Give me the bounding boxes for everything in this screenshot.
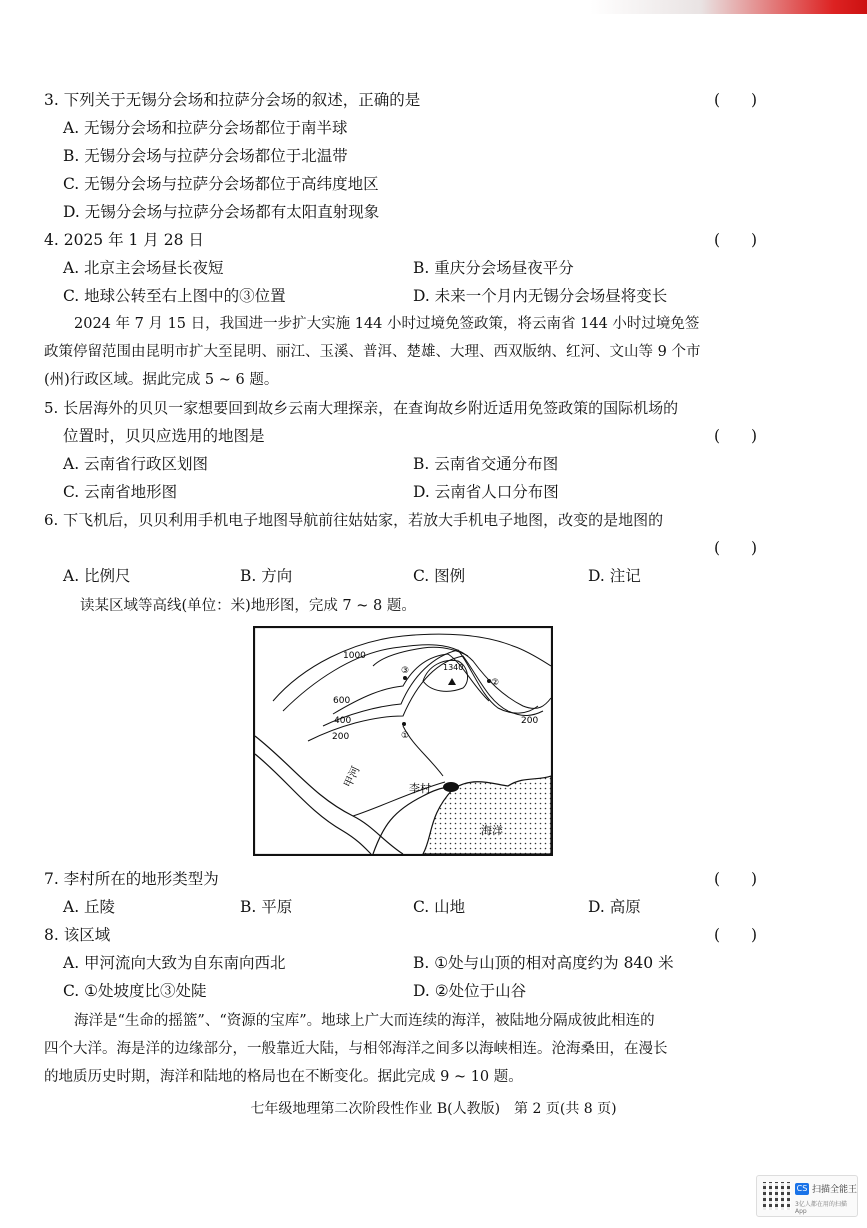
passage1-line1: 2024 年 7 月 15 日，我国进一步扩大实施 144 小时过境免签政策，将云南省 144 小时过境免签 xyxy=(74,316,700,332)
q5-option-a: A. 云南省行政区划图 xyxy=(63,455,209,473)
village-label: 李村 xyxy=(409,782,431,795)
q6-option-a: A. 比例尺 xyxy=(63,567,131,585)
q4-answer-paren: ( ) xyxy=(714,231,758,249)
q7-answer-paren: ( ) xyxy=(714,870,758,888)
q4-stem: 4. 2025 年 1 月 28 日 xyxy=(44,231,204,249)
contour-label-1000: 1000 xyxy=(343,651,366,661)
passage2-line2: 四个大洋。海是洋的边缘部分，一般靠近大陆，与相邻海洋之间多以海峡相连。沧海桑田，在漫长 xyxy=(44,1041,668,1057)
contour-label-200-east: 200 xyxy=(521,716,539,726)
peak-label: 1340 xyxy=(443,663,464,672)
q3-stem: 3. 下列关于无锡分会场和拉萨分会场的叙述，正确的是 xyxy=(44,91,421,109)
passage2-line3: 的地质历史时期，海洋和陆地的格局也在不断变化。据此完成 9 ~ 10 题。 xyxy=(44,1069,523,1085)
scanner-watermark xyxy=(756,1175,858,1217)
scanner-subtitle: 3亿人都在用的扫描App xyxy=(795,1201,847,1215)
q8-option-a: A. 甲河流向大致为自东南向西北 xyxy=(63,954,286,972)
sea-label: 海洋 xyxy=(481,824,503,837)
q7-option-d: D. 高原 xyxy=(588,898,641,916)
q7-option-a: A. 丘陵 xyxy=(63,898,116,916)
q3-answer-paren: ( ) xyxy=(714,91,758,109)
point-1-marker xyxy=(402,722,406,726)
q6-option-b: B. 方向 xyxy=(240,567,293,585)
map-intro: 读某区域等高线(单位：米)地形图，完成 7 ~ 8 题。 xyxy=(80,598,416,614)
q3-option-a: A. 无锡分会场和拉萨分会场都位于南半球 xyxy=(63,119,348,137)
passage1-line2: 政策停留范围由昆明市扩大至昆明、丽江、玉溪、普洱、楚雄、大理、西双版纳、红河、文山等 9 个市 xyxy=(44,344,701,360)
q8-option-d: D. ②处位于山谷 xyxy=(413,982,527,1000)
q5-option-c: C. 云南省地形图 xyxy=(63,483,178,501)
q6-answer-paren: ( ) xyxy=(714,539,758,557)
river-label: 甲河 xyxy=(341,764,363,790)
q8-option-b: B. ①处与山顶的相对高度约为 840 米 xyxy=(413,954,674,972)
q7-option-b: B. 平原 xyxy=(240,898,293,916)
q4-option-a: A. 北京主会场昼长夜短 xyxy=(63,259,224,277)
point-1-label: ① xyxy=(401,731,410,741)
q3-option-d: D. 无锡分会场与拉萨分会场都有太阳直射现象 xyxy=(63,203,380,221)
q5-answer-paren: ( ) xyxy=(714,427,758,445)
q5-stem-line1: 5. 长居海外的贝贝一家想要回到故乡云南大理探亲，在查询故乡附近适用免签政策的国际机场的 xyxy=(44,399,679,417)
page-edge-mark xyxy=(590,0,867,14)
passage2-line1: 海洋是“生命的摇篮”、“资源的宝库”。地球上广大而连续的海洋，被陆地分隔成彼此相连的 xyxy=(74,1013,655,1029)
point-3-label: ③ xyxy=(401,666,410,676)
contour-map xyxy=(253,626,553,856)
point-2-label: ② xyxy=(491,678,500,688)
q4-option-c: C. 地球公转至右上图中的③位置 xyxy=(63,287,286,305)
q8-stem: 8. 该区域 xyxy=(44,926,111,944)
q5-option-d: D. 云南省人口分布图 xyxy=(413,483,559,501)
camscanner-logo-icon: CS xyxy=(796,1184,808,1193)
contour-label-400: 400 xyxy=(334,716,352,726)
q6-stem: 6. 下飞机后，贝贝利用手机电子地图导航前往姑姑家，若放大手机电子地图，改变的是地图的 xyxy=(44,511,664,529)
q4-option-d: D. 未来一个月内无锡分会场昼将变长 xyxy=(413,287,668,305)
point-3-marker xyxy=(403,676,407,680)
q7-stem: 7. 李村所在的地形类型为 xyxy=(44,870,219,888)
passage1-line3: (州)行政区域。据此完成 5 ~ 6 题。 xyxy=(44,372,279,388)
q3-option-b: B. 无锡分会场与拉萨分会场都位于北温带 xyxy=(63,147,348,165)
q5-stem-line2: 位置时，贝贝应选用的地图是 xyxy=(63,427,265,445)
q6-option-d: D. 注记 xyxy=(588,567,641,585)
q7-option-c: C. 山地 xyxy=(413,898,466,916)
q8-option-c: C. ①处坡度比③处陡 xyxy=(63,982,207,1000)
q3-option-c: C. 无锡分会场与拉萨分会场都位于高纬度地区 xyxy=(63,175,379,193)
page-footer: 七年级地理第二次阶段性作业 B(人教版) 第 2 页(共 8 页) xyxy=(250,1101,617,1117)
qr-code-icon xyxy=(763,1182,791,1210)
scanner-title: 扫描全能王 xyxy=(812,1185,858,1195)
contour-label-600: 600 xyxy=(333,696,351,706)
village-marker xyxy=(443,782,459,792)
q4-option-b: B. 重庆分会场昼夜平分 xyxy=(413,259,574,277)
q5-option-b: B. 云南省交通分布图 xyxy=(413,455,559,473)
q6-option-c: C. 图例 xyxy=(413,567,466,585)
q8-answer-paren: ( ) xyxy=(714,926,758,944)
contour-label-200-west: 200 xyxy=(332,732,350,742)
